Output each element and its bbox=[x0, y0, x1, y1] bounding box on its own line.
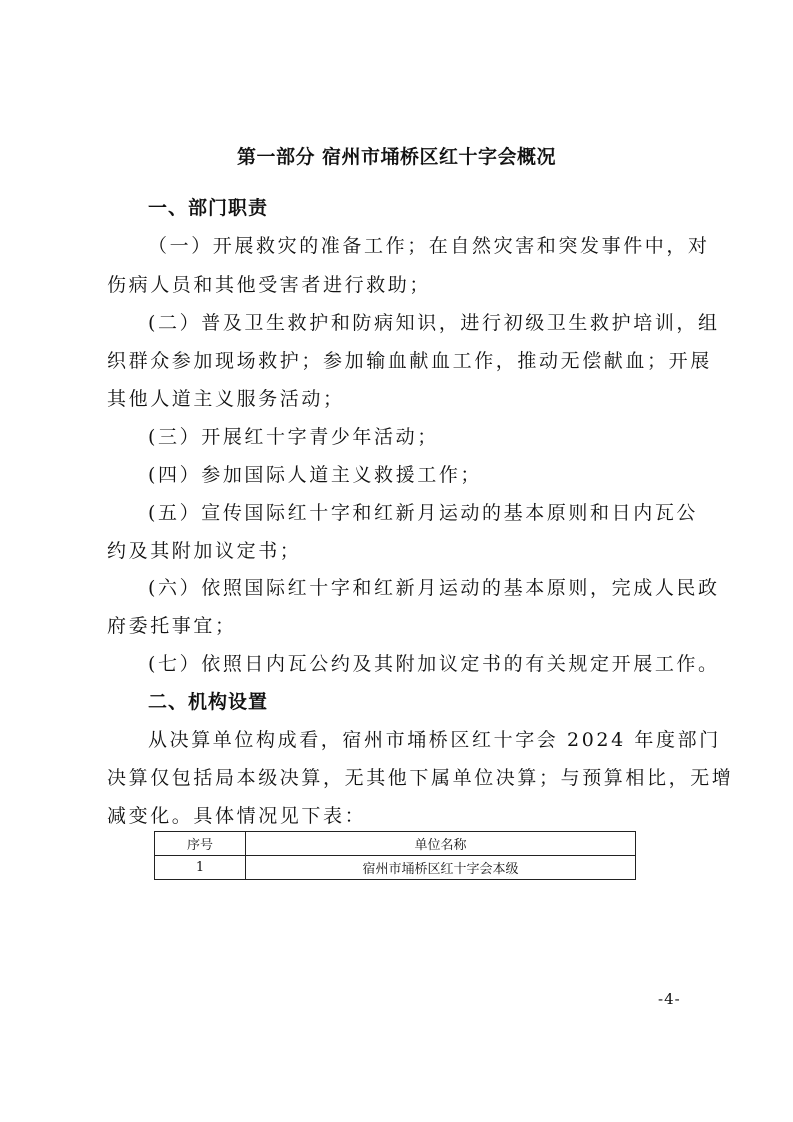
body-line: (二）普及卫生救护和防病知识，进行初级卫生救护培训，组 bbox=[148, 312, 720, 334]
body-line: (五）宣传国际红十字和红新月运动的基本原则和日内瓦公 bbox=[148, 502, 699, 524]
page-number: -4- bbox=[658, 990, 681, 1008]
section-heading-duties: 一、部门职责 bbox=[148, 197, 269, 219]
section-heading-structure: 二、机构设置 bbox=[148, 691, 269, 713]
body-line: 伤病人员和其他受害者进行救助； bbox=[107, 274, 432, 296]
table-header-cell: 单位名称 bbox=[246, 832, 636, 856]
body-line: 从决算单位构成看，宿州市埇桥区红十字会 2024 年度部门 bbox=[148, 729, 721, 751]
body-line: 织群众参加现场救护；参加输血献血工作，推动无偿献血；开展 bbox=[107, 350, 712, 372]
body-line: 决算仅包括局本级决算，无其他下属单位决算；与预算相比，无增 bbox=[107, 767, 734, 789]
table-cell: 宿州市埇桥区红十字会本级 bbox=[246, 856, 636, 880]
table-header-row bbox=[155, 832, 636, 856]
body-line: 减变化。具体情况见下表： bbox=[107, 805, 367, 827]
table-header-cell: 序号 bbox=[155, 832, 246, 856]
page-title: 第一部分 宿州市埇桥区红十字会概况 bbox=[236, 146, 557, 168]
body-line: (七）依照日内瓦公约及其附加议定书的有关规定开展工作。 bbox=[148, 653, 720, 675]
body-line: (四）参加国际人道主义救援工作； bbox=[148, 464, 483, 486]
body-line: 府委托事宜； bbox=[107, 615, 237, 637]
body-line: 约及其附加议定书； bbox=[107, 540, 302, 562]
body-line: (三）开展红十字青少年活动； bbox=[148, 426, 439, 448]
unit-table bbox=[154, 831, 636, 880]
body-line: （一）开展救灾的准备工作；在自然灾害和突发事件中，对 bbox=[148, 235, 710, 257]
body-line: (六）依照国际红十字和红新月运动的基本原则，完成人民政 bbox=[148, 577, 720, 599]
body-line: 其他人道主义服务活动； bbox=[107, 388, 345, 410]
table-row bbox=[155, 856, 636, 880]
table-cell: 1 bbox=[155, 856, 246, 880]
